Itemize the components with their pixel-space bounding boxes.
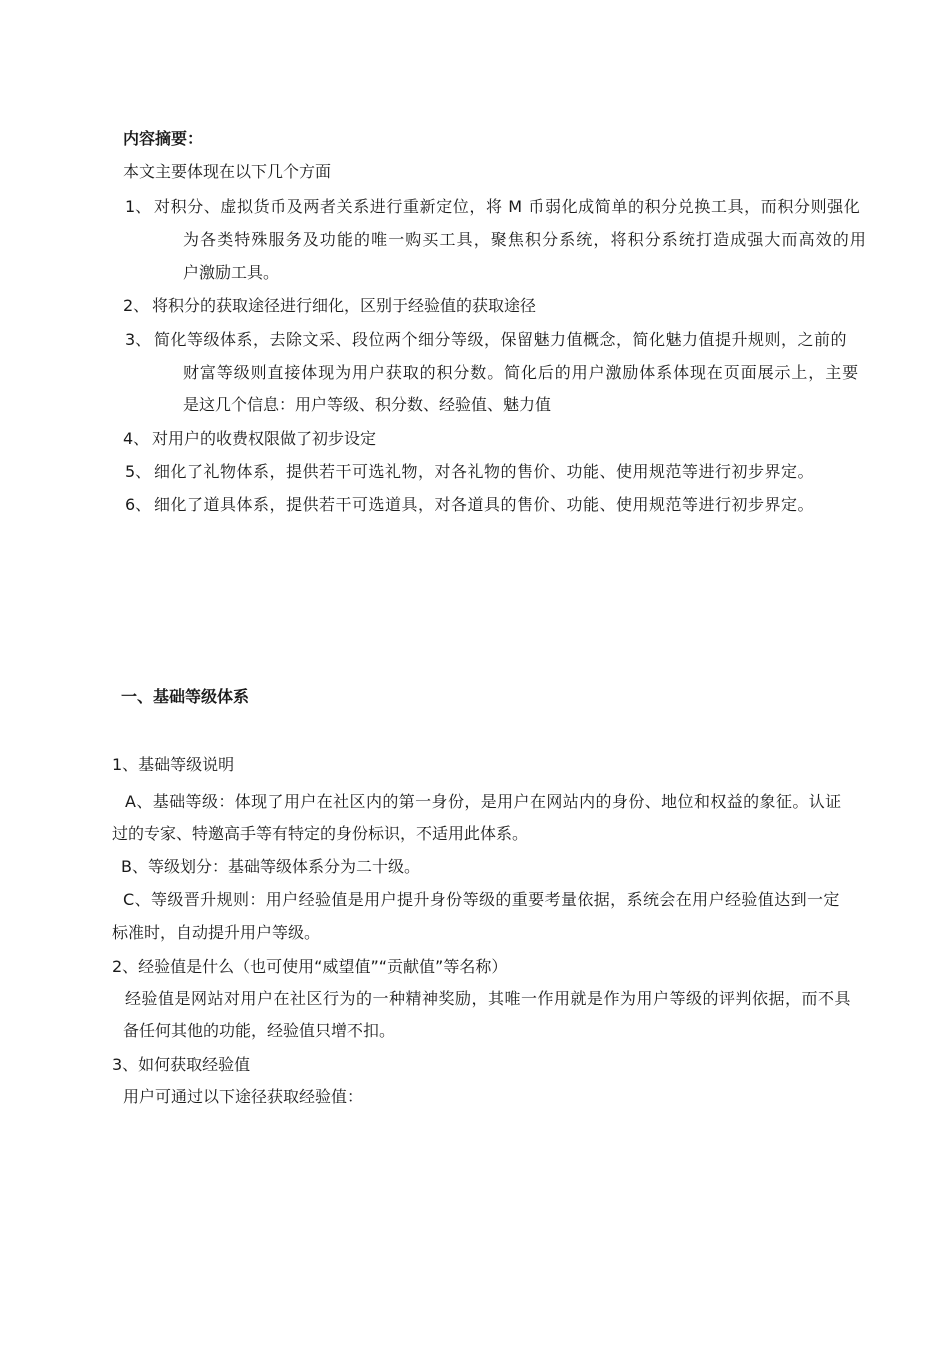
experience-sources-intro: 用户可通过以下途径获取经验值： [123, 1087, 364, 1106]
summary-item-2-number: 2、 [123, 296, 150, 315]
summary-intro: 本文主要体现在以下几个方面 [123, 162, 332, 181]
summary-item-4-line-1: 对用户的收费权限做了初步设定 [152, 429, 377, 448]
summary-item-6-number: 6、 [125, 495, 152, 514]
experience-definition-line-1: 经验值是网站对用户在社区行为的一种精神奖励，其唯一作用就是作为用户等级的评判依据，而不具 [125, 989, 852, 1008]
summary-item-1-number: 1、 [125, 197, 152, 216]
level-promotion-line-2: 标准时，自动提升用户等级。 [112, 923, 321, 942]
summary-item-4-number: 4、 [123, 429, 150, 448]
summary-item-5-number: 5、 [125, 462, 152, 481]
level-promotion-line-1: C、等级晋升规则：用户经验值是用户提升身份等级的重要考量依据，系统会在用户经验值达到一定 [123, 890, 840, 909]
summary-item-1-line-1: 对积分、虚拟货币及两者关系进行重新定位，将 M 币弱化成简单的积分兑换工具，而积分则强化 [154, 197, 861, 216]
summary-item-3-line-2: 财富等级则直接体现为用户获取的积分数。简化后的用户激励体系体现在页面展示上，主要 [183, 363, 860, 382]
summary-heading: 内容摘要： [123, 129, 204, 148]
level-division-line: B、等级划分：基础等级体系分为二十级。 [121, 857, 420, 876]
summary-item-3-line-1: 简化等级体系，去除文采、段位两个细分等级，保留魅力值概念，简化魅力值提升规则，之前的 [154, 330, 848, 349]
summary-item-3-number: 3、 [125, 330, 152, 349]
summary-item-2-line-1: 将积分的获取途径进行细化，区别于经验值的获取途径 [152, 296, 537, 315]
section-1-subheading-2: 2、经验值是什么（也可使用“威望值”“贡献值”等名称） [112, 957, 508, 976]
summary-item-1-line-3: 户激励工具。 [183, 263, 280, 282]
section-1-subheading-1: 1、基础等级说明 [112, 755, 235, 774]
summary-item-6-line-1: 细化了道具体系，提供若干可选道具，对各道具的售价、功能、使用规范等进行初步界定。 [154, 495, 815, 514]
section-1-heading: 一、基础等级体系 [121, 687, 250, 706]
level-definition-line-2: 过的专家、特邀高手等有特定的身份标识，不适用此体系。 [112, 824, 529, 843]
summary-item-5-line-1: 细化了礼物体系，提供若干可选礼物，对各礼物的售价、功能、使用规范等进行初步界定。 [154, 462, 815, 481]
summary-item-3-line-3: 是这几个信息：用户等级、积分数、经验值、魅力值 [183, 395, 552, 414]
section-1-subheading-3: 3、如何获取经验值 [112, 1055, 251, 1074]
experience-definition-line-2: 备任何其他的功能，经验值只增不扣。 [123, 1021, 396, 1040]
level-definition-line-1: A、基础等级：体现了用户在社区内的第一身份，是用户在网站内的身份、地位和权益的象征。认证 [125, 792, 842, 811]
summary-item-1-line-2: 为各类特殊服务及功能的唯一购买工具，聚焦积分系统，将积分系统打造成强大而高效的用 [183, 230, 868, 249]
